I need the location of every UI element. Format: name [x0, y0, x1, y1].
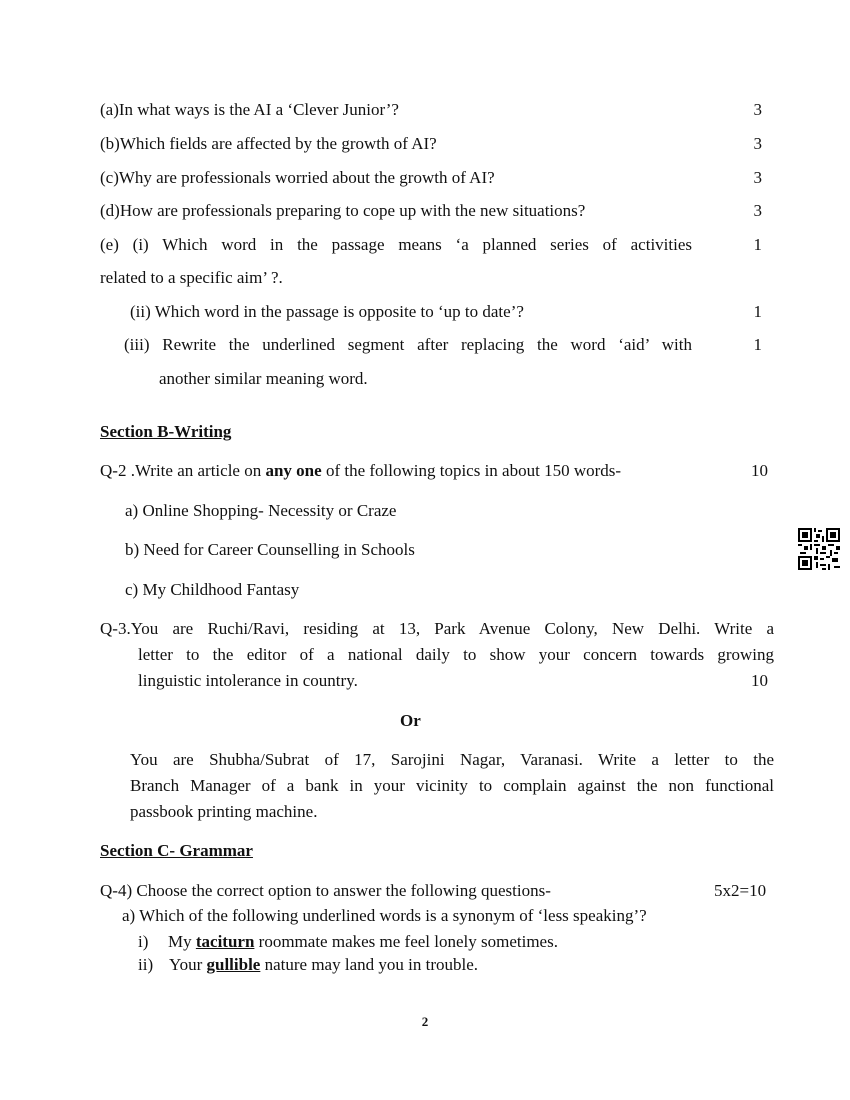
q3-alt-line3: passbook printing machine.	[130, 802, 318, 821]
q1b-marks: 3	[753, 134, 762, 153]
q1e-i-marks: 1	[753, 235, 762, 254]
option-ii-num: ii)	[138, 955, 154, 974]
q1d-marks: 3	[753, 201, 762, 220]
section-c-heading: Section C- Grammar	[100, 841, 253, 860]
option-ii-post: nature may land you in trouble.	[260, 955, 478, 974]
q1e-iii-marks: 1	[753, 335, 762, 354]
q1d-text: (d)How are professionals preparing to cope up with the new situations?	[100, 201, 586, 220]
q1a-text: (a)In what ways is the AI a ‘Clever Junior’?	[100, 100, 399, 119]
q3-line3: linguistic intolerance in country.	[138, 671, 358, 690]
q4-marks: 5x2=10	[714, 881, 767, 900]
q3-marks: 10	[751, 671, 768, 690]
q1e-iii-line2: another similar meaning word.	[159, 369, 368, 388]
option-ii-word: gullible	[206, 955, 261, 974]
q4-prompt: Q-4) Choose the correct option to answer the following questions-	[100, 881, 551, 900]
page-number: 2	[421, 1014, 429, 1029]
q2-prompt	[100, 461, 621, 481]
q1a-marks: 3	[753, 100, 762, 119]
q1b-text: (b)Which fields are affected by the growth of AI?	[100, 134, 437, 153]
q3-line1: Q-3.You are Ruchi/Ravi, residing at 13, Park Avenue Colony, New Delhi. Write a	[100, 619, 774, 638]
q1c-marks: 3	[753, 168, 762, 187]
q3-alt-line2: Branch Manager of a bank in your vicinity to complain against the non functional	[130, 776, 774, 795]
q1e-i-line1: (e) (i) Which word in the passage means ‘a planned series of activities	[100, 235, 692, 254]
section-b-heading: Section B-Writing	[100, 422, 232, 441]
q2-option-a: a) Online Shopping- Necessity or Craze	[125, 501, 397, 520]
q4a-option-ii	[138, 955, 478, 975]
q2-marks: 10	[751, 461, 768, 480]
qr-code-icon	[798, 528, 840, 570]
option-ii-pre: Your	[169, 955, 207, 974]
q2-option-c: c) My Childhood Fantasy	[125, 580, 300, 599]
q1e-i-line2: related to a specific aim’ ?.	[100, 268, 283, 287]
q4a-option-i	[138, 932, 558, 952]
q3-line2: letter to the editor of a national daily to show your concern towards growing	[138, 645, 774, 664]
option-i-num: i)	[138, 932, 149, 951]
q1e-ii-marks: 1	[753, 302, 762, 321]
q2-option-b: b) Need for Career Counselling in Schools	[125, 540, 415, 559]
q3-alt-line1: You are Shubha/Subrat of 17, Sarojini Nagar, Varanasi. Write a letter to the	[130, 750, 774, 769]
q2-suffix: of the following topics in about 150 words-	[321, 461, 622, 480]
q2-emphasis: any one	[265, 461, 322, 480]
or-divider: Or	[400, 711, 421, 730]
q2-prefix: Q-2 .Write an article on	[100, 461, 266, 480]
option-i-word: taciturn	[195, 932, 255, 951]
q4a-text: a) Which of the following underlined words is a synonym of ‘less speaking’?	[122, 906, 647, 925]
q1c-text: (c)Why are professionals worried about the growth of AI?	[100, 168, 495, 187]
q1e-ii-text: (ii) Which word in the passage is opposite to ‘up to date’?	[130, 302, 524, 321]
option-i-pre: My	[168, 932, 196, 951]
q1e-iii-line1: (iii) Rewrite the underlined segment after replacing the word ‘aid’ with	[124, 335, 692, 354]
option-i-post: roommate makes me feel lonely sometimes.	[254, 932, 558, 951]
